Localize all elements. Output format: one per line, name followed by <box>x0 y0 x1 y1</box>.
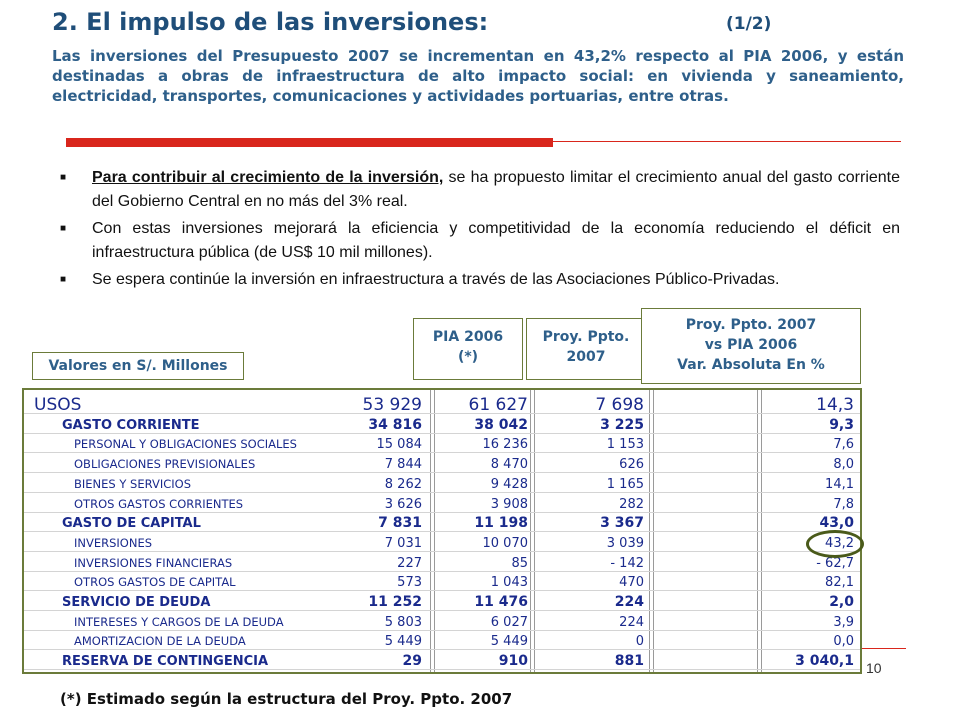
cell-pia: 3 626 <box>384 496 422 512</box>
table-row <box>24 556 860 572</box>
bullet-list <box>50 166 900 295</box>
slide-title <box>52 8 792 36</box>
cell-abs: 3 225 <box>600 416 644 433</box>
cell-proy: 6 027 <box>490 614 528 630</box>
table-row <box>24 575 860 591</box>
cell-pct: 7,8 <box>833 496 854 512</box>
bullet-item <box>50 268 900 292</box>
cell-abs: 224 <box>619 614 644 630</box>
page-number: 10 <box>866 660 882 676</box>
cell-proy: 11 476 <box>474 594 528 610</box>
table-row <box>24 634 860 650</box>
row-label: USOS <box>34 395 82 415</box>
slide-title-part: (1/2) <box>726 14 772 34</box>
table-row <box>24 536 860 552</box>
table-row <box>24 615 860 631</box>
table-row <box>24 477 860 493</box>
cell-pia: 11 252 <box>368 594 422 610</box>
header-var-line3: Var. Absoluta En % <box>677 357 825 373</box>
bullet-text: Se espera continúe la inversión en infraestructura a través de las Asociaciones Público-Privadas. <box>92 271 780 288</box>
table-row <box>24 395 860 415</box>
table-row <box>24 418 860 434</box>
row-label: INTERESES Y CARGOS DE LA DEUDA <box>74 614 284 629</box>
title-underline-bar <box>66 138 553 147</box>
footnote: (*) Estimado según la estructura del Proy. Ppto. 2007 <box>60 690 513 708</box>
cell-pct: 8,0 <box>833 457 854 473</box>
cell-pct: 82,1 <box>825 575 854 591</box>
cell-proy: 38 042 <box>474 416 528 433</box>
cell-pia: 29 <box>402 653 422 670</box>
cell-proy: 1 043 <box>490 575 528 591</box>
page-number-line <box>862 648 906 649</box>
cell-proy: 10 070 <box>482 535 528 551</box>
cell-proy: 3 908 <box>490 496 528 512</box>
row-label: PERSONAL Y OBLIGACIONES SOCIALES <box>74 437 297 452</box>
units-label: Valores en S/. Millones <box>48 358 228 374</box>
row-label: AMORTIZACION DE LA DEUDA <box>74 634 246 649</box>
cell-pct: 0,0 <box>833 634 854 650</box>
cell-pct: 3,9 <box>833 614 854 630</box>
row-label: SERVICIO DE DEUDA <box>62 595 211 610</box>
row-label: GASTO CORRIENTE <box>62 417 200 433</box>
header-pia-2006 <box>413 318 523 380</box>
bullet-square-icon: ■ <box>60 172 67 183</box>
cell-proy: 8 470 <box>490 457 528 473</box>
cell-abs: 626 <box>619 457 644 473</box>
header-proy-line1: Proy. Ppto. <box>542 329 630 345</box>
row-label: INVERSIONES FINANCIERAS <box>74 555 233 570</box>
cell-pia: 7 031 <box>384 535 422 551</box>
row-label: OTROS GASTOS DE CAPITAL <box>74 575 236 590</box>
header-pia-line1: PIA 2006 <box>432 329 504 345</box>
bullet-underlined-text: Para contribuir al crecimiento de la inversión, <box>92 169 444 186</box>
title-underline-line <box>553 141 901 142</box>
cell-abs: - 142 <box>610 555 644 571</box>
cell-proy: 5 449 <box>490 634 528 650</box>
table-row <box>24 437 860 453</box>
cell-abs: 282 <box>619 496 644 512</box>
row-label: GASTO DE CAPITAL <box>62 516 201 532</box>
cell-pia: 5 449 <box>384 634 422 650</box>
cell-pct: 2,0 <box>829 594 854 610</box>
cell-pia: 227 <box>397 555 422 571</box>
cell-pia: 8 262 <box>384 476 422 492</box>
cell-pct: 14,3 <box>816 395 854 415</box>
cell-proy: 11 198 <box>474 515 528 532</box>
header-pia-line2: (*) <box>457 349 479 365</box>
bullet-square-icon: ■ <box>60 274 67 285</box>
cell-abs: 3 039 <box>606 535 644 551</box>
cell-abs: 7 698 <box>595 395 644 415</box>
cell-proy: 61 627 <box>468 395 528 415</box>
cell-pct: - 62,7 <box>816 555 854 571</box>
cell-abs: 470 <box>619 575 644 591</box>
header-variation <box>641 308 861 384</box>
slide-title-text: 2. El impulso de las inversiones: <box>52 8 489 36</box>
cell-proy: 16 236 <box>482 437 528 453</box>
row-label: OBLIGACIONES PREVISIONALES <box>74 457 256 472</box>
row-label: BIENES Y SERVICIOS <box>74 476 192 491</box>
bullet-item <box>50 217 900 265</box>
header-var-line1: Proy. Ppto. 2007 <box>685 317 817 333</box>
bullet-text: se ha propuesto limitar el crecimiento anual del gasto corriente del Gobierno Central en no más del 3% real. <box>92 169 901 210</box>
bullet-text: Con estas inversiones mejorará la eficiencia y competitividad de la economía reduciendo el déficit en infraestructura pública (de US$ 10 mil millones). <box>92 220 900 261</box>
slide-subtitle: Las inversiones del Presupuesto 2007 se incrementan en 43,2% respecto al PIA 2006, y están destinadas a obras de infraestructura de alto impacto social: en vivienda y saneamiento, electricidad, transportes, comunicaciones y actividades portuarias, entre otras. <box>52 47 904 105</box>
cell-pct: 43,2 <box>825 535 854 551</box>
row-label: RESERVA DE CONTINGENCIA <box>62 654 269 670</box>
cell-abs: 881 <box>614 653 644 670</box>
table-row <box>24 457 860 473</box>
header-var-line2: vs PIA 2006 <box>704 337 798 353</box>
header-proy-line2: 2007 <box>566 349 606 365</box>
cell-pia: 34 816 <box>368 416 422 433</box>
cell-pia: 53 929 <box>362 395 422 415</box>
cell-pct: 14,1 <box>825 476 854 492</box>
table-row <box>24 595 860 611</box>
cell-abs: 1 165 <box>606 476 644 492</box>
cell-abs: 0 <box>635 634 644 650</box>
cell-pia: 573 <box>397 575 422 591</box>
budget-table <box>22 388 862 674</box>
cell-pct: 43,0 <box>819 515 854 532</box>
header-proy-ppto-2007 <box>526 318 646 380</box>
highlight-ellipse <box>806 530 864 558</box>
bullet-item <box>50 166 900 214</box>
cell-pct: 7,6 <box>833 437 854 453</box>
cell-pia: 7 844 <box>384 457 422 473</box>
units-label-box <box>32 352 244 380</box>
table-row <box>24 497 860 513</box>
cell-abs: 224 <box>614 594 644 610</box>
table-row <box>24 654 860 670</box>
cell-pia: 15 084 <box>376 437 422 453</box>
row-label: OTROS GASTOS CORRIENTES <box>74 496 244 511</box>
bullet-square-icon: ■ <box>60 223 67 234</box>
cell-pia: 7 831 <box>378 515 422 532</box>
cell-pct: 9,3 <box>829 416 854 433</box>
cell-abs: 3 367 <box>600 515 644 532</box>
cell-pct: 3 040,1 <box>795 653 854 670</box>
cell-pia: 5 803 <box>384 614 422 630</box>
cell-proy: 85 <box>511 555 528 571</box>
cell-proy: 9 428 <box>490 476 528 492</box>
table-row <box>24 516 860 532</box>
cell-proy: 910 <box>498 653 528 670</box>
row-label: INVERSIONES <box>74 535 153 550</box>
cell-abs: 1 153 <box>606 437 644 453</box>
